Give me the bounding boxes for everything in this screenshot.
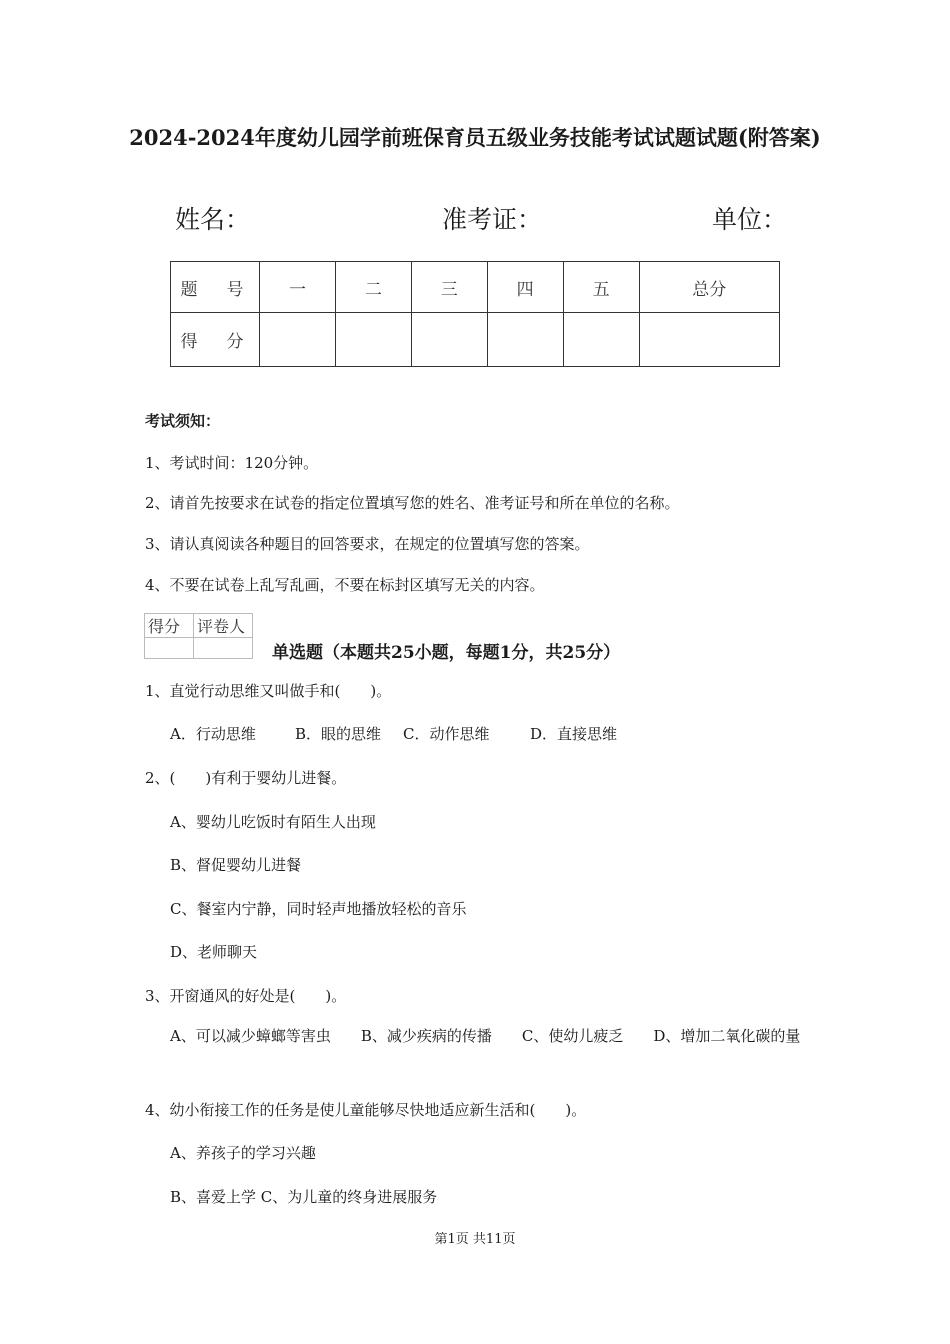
notice-item: 3、请认真阅读各种题目的回答要求，在规定的位置填写您的答案。	[145, 535, 590, 553]
question-1: 1、直觉行动思维又叫做手和( )。	[145, 682, 392, 700]
column-header: 一	[260, 262, 336, 313]
score-cell	[411, 313, 487, 367]
unit-field-label: 单位：	[712, 205, 788, 234]
score-cell	[487, 313, 563, 367]
q3-options: A、可以减少蟑螂等害虫 B、减少疾病的传播 C、使幼儿疲乏 D、增加二氧化碳的量	[170, 1027, 801, 1045]
score-table-header-row	[171, 262, 780, 313]
question-4: 4、幼小衔接工作的任务是使儿童能够尽快地适应新生活和( )。	[145, 1101, 587, 1119]
q1-option-a: A．行动思维	[170, 725, 256, 743]
notice-item: 1、考试时间：120分钟。	[145, 454, 319, 472]
document-title: 2024-2024年度幼儿园学前班保育员五级业务技能考试试题试题(附答案)	[129, 125, 821, 150]
question-3: 3、开窗通风的好处是( )。	[145, 987, 347, 1005]
score-cell	[639, 313, 779, 367]
column-header: 五	[563, 262, 639, 313]
q2-option-c: C、餐室内宁静，同时轻声地播放轻松的音乐	[170, 900, 467, 918]
score-table-score-row	[171, 313, 780, 367]
exam-id-field-label: 准考证：	[442, 205, 543, 234]
q2-option-b: B、督促婴幼儿进餐	[170, 856, 302, 874]
score-table	[170, 261, 780, 367]
notice-item: 2、请首先按要求在试卷的指定位置填写您的姓名、准考证号和所在单位的名称。	[145, 494, 680, 512]
notice-heading: 考试须知：	[145, 412, 221, 430]
q2-option-d: D、老师聊天	[170, 943, 258, 961]
q4-option-a: A、养孩子的学习兴趣	[170, 1144, 316, 1162]
q4-option-bc: B、喜爱上学 C、为儿童的终身进展服务	[170, 1188, 438, 1206]
grader-name-cell	[194, 638, 253, 659]
q1-option-c: C．动作思维	[403, 725, 490, 743]
score-label: 得 分	[171, 313, 260, 367]
question-2: 2、( )有利于婴幼儿进餐。	[145, 769, 347, 787]
score-cell	[335, 313, 411, 367]
grader-score-cell	[145, 638, 194, 659]
page-footer: 第1页 共11页	[434, 1232, 516, 1247]
grader-score-label: 得分	[145, 614, 194, 638]
question-number-label: 题 号	[171, 262, 260, 313]
candidate-fields	[0, 200, 950, 240]
column-header: 二	[335, 262, 411, 313]
score-cell	[260, 313, 336, 367]
notice-item: 4、不要在试卷上乱写乱画，不要在标封区填写无关的内容。	[145, 576, 545, 594]
column-header: 三	[411, 262, 487, 313]
column-header: 总分	[639, 262, 779, 313]
q1-option-b: B．眼的思维	[295, 725, 382, 743]
name-field-label: 姓名：	[175, 205, 251, 234]
column-header: 四	[487, 262, 563, 313]
section-title: 单选题（本题共25小题，每题1分，共25分）	[272, 643, 621, 663]
grader-name-label: 评卷人	[194, 614, 253, 638]
grader-box	[144, 613, 253, 659]
q1-option-d: D．直接思维	[530, 725, 618, 743]
q2-option-a: A、婴幼儿吃饭时有陌生人出现	[170, 813, 376, 831]
score-cell	[563, 313, 639, 367]
